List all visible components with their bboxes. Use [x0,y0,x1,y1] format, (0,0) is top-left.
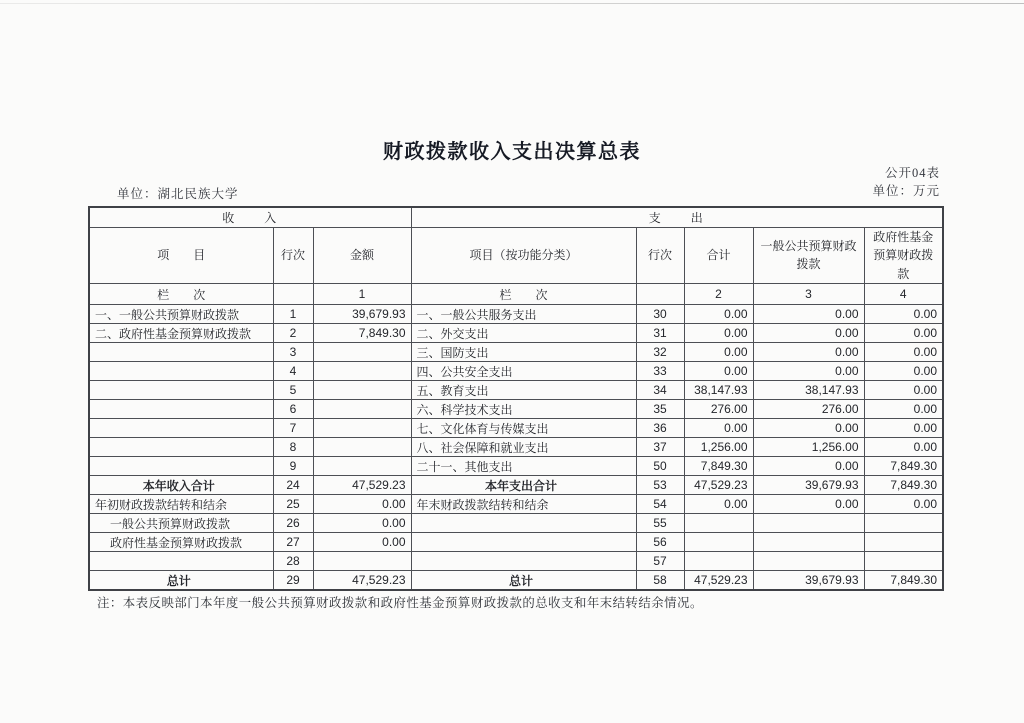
expense-general-cell: 0.00 [753,305,864,324]
expense-general-budget-header: 一般公共预算财政拨款 [753,227,864,284]
table-row [89,495,943,514]
expense-line-cell: 32 [636,343,684,362]
income-amount-cell: 0.00 [313,533,411,552]
expense-total-cell [684,514,753,533]
income-item-cell [89,438,273,457]
expense-total-cell: 7,849.30 [684,457,753,476]
expense-item-cell [411,514,636,533]
income-item-cell [89,419,273,438]
expense-fund-cell [864,552,943,571]
expense-item-cell [411,533,636,552]
expense-line-cell: 37 [636,438,684,457]
income-amount-cell [313,457,411,476]
income-amount-cell [313,400,411,419]
income-index-label: 栏 次 [89,284,273,305]
income-line-cell: 5 [273,381,313,400]
expense-line-cell: 54 [636,495,684,514]
table-row [89,343,943,362]
income-item-cell: 总计 [89,571,273,590]
income-item-cell [89,381,273,400]
expense-total-cell: 47,529.23 [684,476,753,495]
expense-line-cell: 56 [636,533,684,552]
table-row [89,362,943,381]
table-row [89,533,943,552]
expense-fund-cell [864,533,943,552]
expense-item-cell: 四、公共安全支出 [411,362,636,381]
expense-line-cell: 55 [636,514,684,533]
income-item-cell: 年初财政拨款结转和结余 [89,495,273,514]
expense-total-cell: 0.00 [684,495,753,514]
org-unit-label: 单位：湖北民族大学 [117,187,239,201]
table-body [89,305,943,590]
income-col-index: 1 [313,284,411,305]
income-item-header: 项 目 [89,227,273,284]
expense-item-cell: 七、文化体育与传媒支出 [411,419,636,438]
expense-item-cell: 二十一、其他支出 [411,457,636,476]
expense-general-cell: 0.00 [753,457,864,476]
expense-col-index-fund: 4 [864,284,943,305]
table-row [89,324,943,343]
income-line-cell: 4 [273,362,313,381]
expense-fund-cell: 0.00 [864,400,943,419]
table-row [89,400,943,419]
table-row [89,476,943,495]
expense-line-cell: 50 [636,457,684,476]
expense-fund-cell: 0.00 [864,305,943,324]
expense-line-cell: 33 [636,362,684,381]
expense-general-cell [753,552,864,571]
expense-line-cell: 36 [636,419,684,438]
expense-index-label: 栏 次 [411,284,636,305]
expense-line-cell: 34 [636,381,684,400]
income-item-cell [89,400,273,419]
expense-item-header: 项目（按功能分类） [411,227,636,284]
column-index-row [89,284,943,305]
expense-line-header: 行次 [636,227,684,284]
expense-fund-cell: 0.00 [864,324,943,343]
scan-artifact-line [0,3,1024,4]
income-line-cell: 7 [273,419,313,438]
table-row [89,305,943,324]
section-header-row [89,207,943,227]
expense-total-cell [684,533,753,552]
income-index-line-blank [273,284,313,305]
expense-general-cell: 276.00 [753,400,864,419]
table-row [89,457,943,476]
income-amount-cell: 47,529.23 [313,476,411,495]
table-row [89,381,943,400]
income-line-cell: 29 [273,571,313,590]
column-header-row [89,227,943,284]
income-line-cell: 2 [273,324,313,343]
income-amount-cell: 0.00 [313,495,411,514]
expense-line-cell: 35 [636,400,684,419]
income-amount-cell [313,552,411,571]
expense-general-cell: 0.00 [753,495,864,514]
expense-fund-cell: 0.00 [864,495,943,514]
expense-col-index-total: 2 [684,284,753,305]
expense-item-cell: 一、一般公共服务支出 [411,305,636,324]
expense-item-cell [411,552,636,571]
expense-total-cell: 38,147.93 [684,381,753,400]
expense-fund-cell: 0.00 [864,343,943,362]
expense-item-cell: 年末财政拨款结转和结余 [411,495,636,514]
expense-total-cell: 47,529.23 [684,571,753,590]
expense-line-cell: 53 [636,476,684,495]
expense-fund-cell: 0.00 [864,381,943,400]
table-row [89,514,943,533]
expense-total-cell: 276.00 [684,400,753,419]
budget-table [88,206,944,591]
income-line-cell: 1 [273,305,313,324]
expense-total-cell: 0.00 [684,362,753,381]
income-line-cell: 3 [273,343,313,362]
expense-total-cell [684,552,753,571]
income-amount-header: 金额 [313,227,411,284]
expense-col-index-general: 3 [753,284,864,305]
income-line-cell: 24 [273,476,313,495]
expense-general-cell: 39,679.93 [753,476,864,495]
expense-general-cell [753,514,864,533]
expense-item-cell: 总计 [411,571,636,590]
expense-section-header: 支 出 [411,207,943,227]
expense-total-header: 合计 [684,227,753,284]
income-item-cell [89,362,273,381]
income-amount-cell [313,419,411,438]
table-row [89,552,943,571]
income-line-cell: 25 [273,495,313,514]
expense-item-cell: 五、教育支出 [411,381,636,400]
expense-fund-cell: 0.00 [864,419,943,438]
expense-index-line-blank [636,284,684,305]
income-item-cell: 一般公共预算财政拨款 [89,514,273,533]
income-amount-cell: 47,529.23 [313,571,411,590]
expense-line-cell: 58 [636,571,684,590]
expense-fund-cell: 7,849.30 [864,476,943,495]
expense-general-cell: 39,679.93 [753,571,864,590]
table-row [89,419,943,438]
expense-fund-cell: 7,849.30 [864,571,943,590]
income-item-cell: 二、政府性基金预算财政拨款 [89,324,273,343]
expense-general-cell [753,533,864,552]
footnote: 注：本表反映部门本年度一般公共预算财政拨款和政府性基金预算财政拨款的总收支和年末结转结余情况。 [97,596,703,610]
expense-line-cell: 57 [636,552,684,571]
meta-right-block [872,164,940,200]
form-code-label: 公开04表 [884,166,940,180]
income-line-cell: 8 [273,438,313,457]
currency-unit-label: 单位：万元 [872,184,940,198]
expense-item-cell: 本年支出合计 [411,476,636,495]
income-item-cell [89,552,273,571]
income-amount-cell [313,343,411,362]
expense-total-cell: 0.00 [684,343,753,362]
expense-line-cell: 31 [636,324,684,343]
expense-general-cell: 38,147.93 [753,381,864,400]
income-line-cell: 9 [273,457,313,476]
income-amount-cell: 39,679.93 [313,305,411,324]
expense-general-cell: 0.00 [753,419,864,438]
income-item-cell: 本年收入合计 [89,476,273,495]
income-line-cell: 26 [273,514,313,533]
expense-fund-cell: 0.00 [864,438,943,457]
expense-gov-fund-header: 政府性基金预算财政拨款 [864,227,943,284]
income-item-cell: 政府性基金预算财政拨款 [89,533,273,552]
expense-general-cell: 0.00 [753,362,864,381]
income-line-header: 行次 [273,227,313,284]
expense-fund-cell: 7,849.30 [864,457,943,476]
expense-line-cell: 30 [636,305,684,324]
expense-general-cell: 0.00 [753,343,864,362]
income-item-cell [89,457,273,476]
expense-fund-cell: 0.00 [864,362,943,381]
expense-item-cell: 三、国防支出 [411,343,636,362]
expense-total-cell: 0.00 [684,305,753,324]
table-row [89,571,943,590]
expense-item-cell: 六、科学技术支出 [411,400,636,419]
page-title: 财政拨款收入支出决算总表 [383,141,641,163]
expense-total-cell: 0.00 [684,324,753,343]
income-amount-cell: 7,849.30 [313,324,411,343]
income-amount-cell [313,362,411,381]
income-line-cell: 6 [273,400,313,419]
expense-general-cell: 1,256.00 [753,438,864,457]
income-line-cell: 27 [273,533,313,552]
income-item-cell [89,343,273,362]
expense-total-cell: 1,256.00 [684,438,753,457]
expense-item-cell: 二、外交支出 [411,324,636,343]
income-item-cell: 一、一般公共预算财政拨款 [89,305,273,324]
income-amount-cell: 0.00 [313,514,411,533]
table-row [89,438,943,457]
expense-total-cell: 0.00 [684,419,753,438]
income-line-cell: 28 [273,552,313,571]
expense-item-cell: 八、社会保障和就业支出 [411,438,636,457]
expense-general-cell: 0.00 [753,324,864,343]
income-amount-cell [313,381,411,400]
income-section-header: 收 入 [89,207,411,227]
income-amount-cell [313,438,411,457]
expense-fund-cell [864,514,943,533]
